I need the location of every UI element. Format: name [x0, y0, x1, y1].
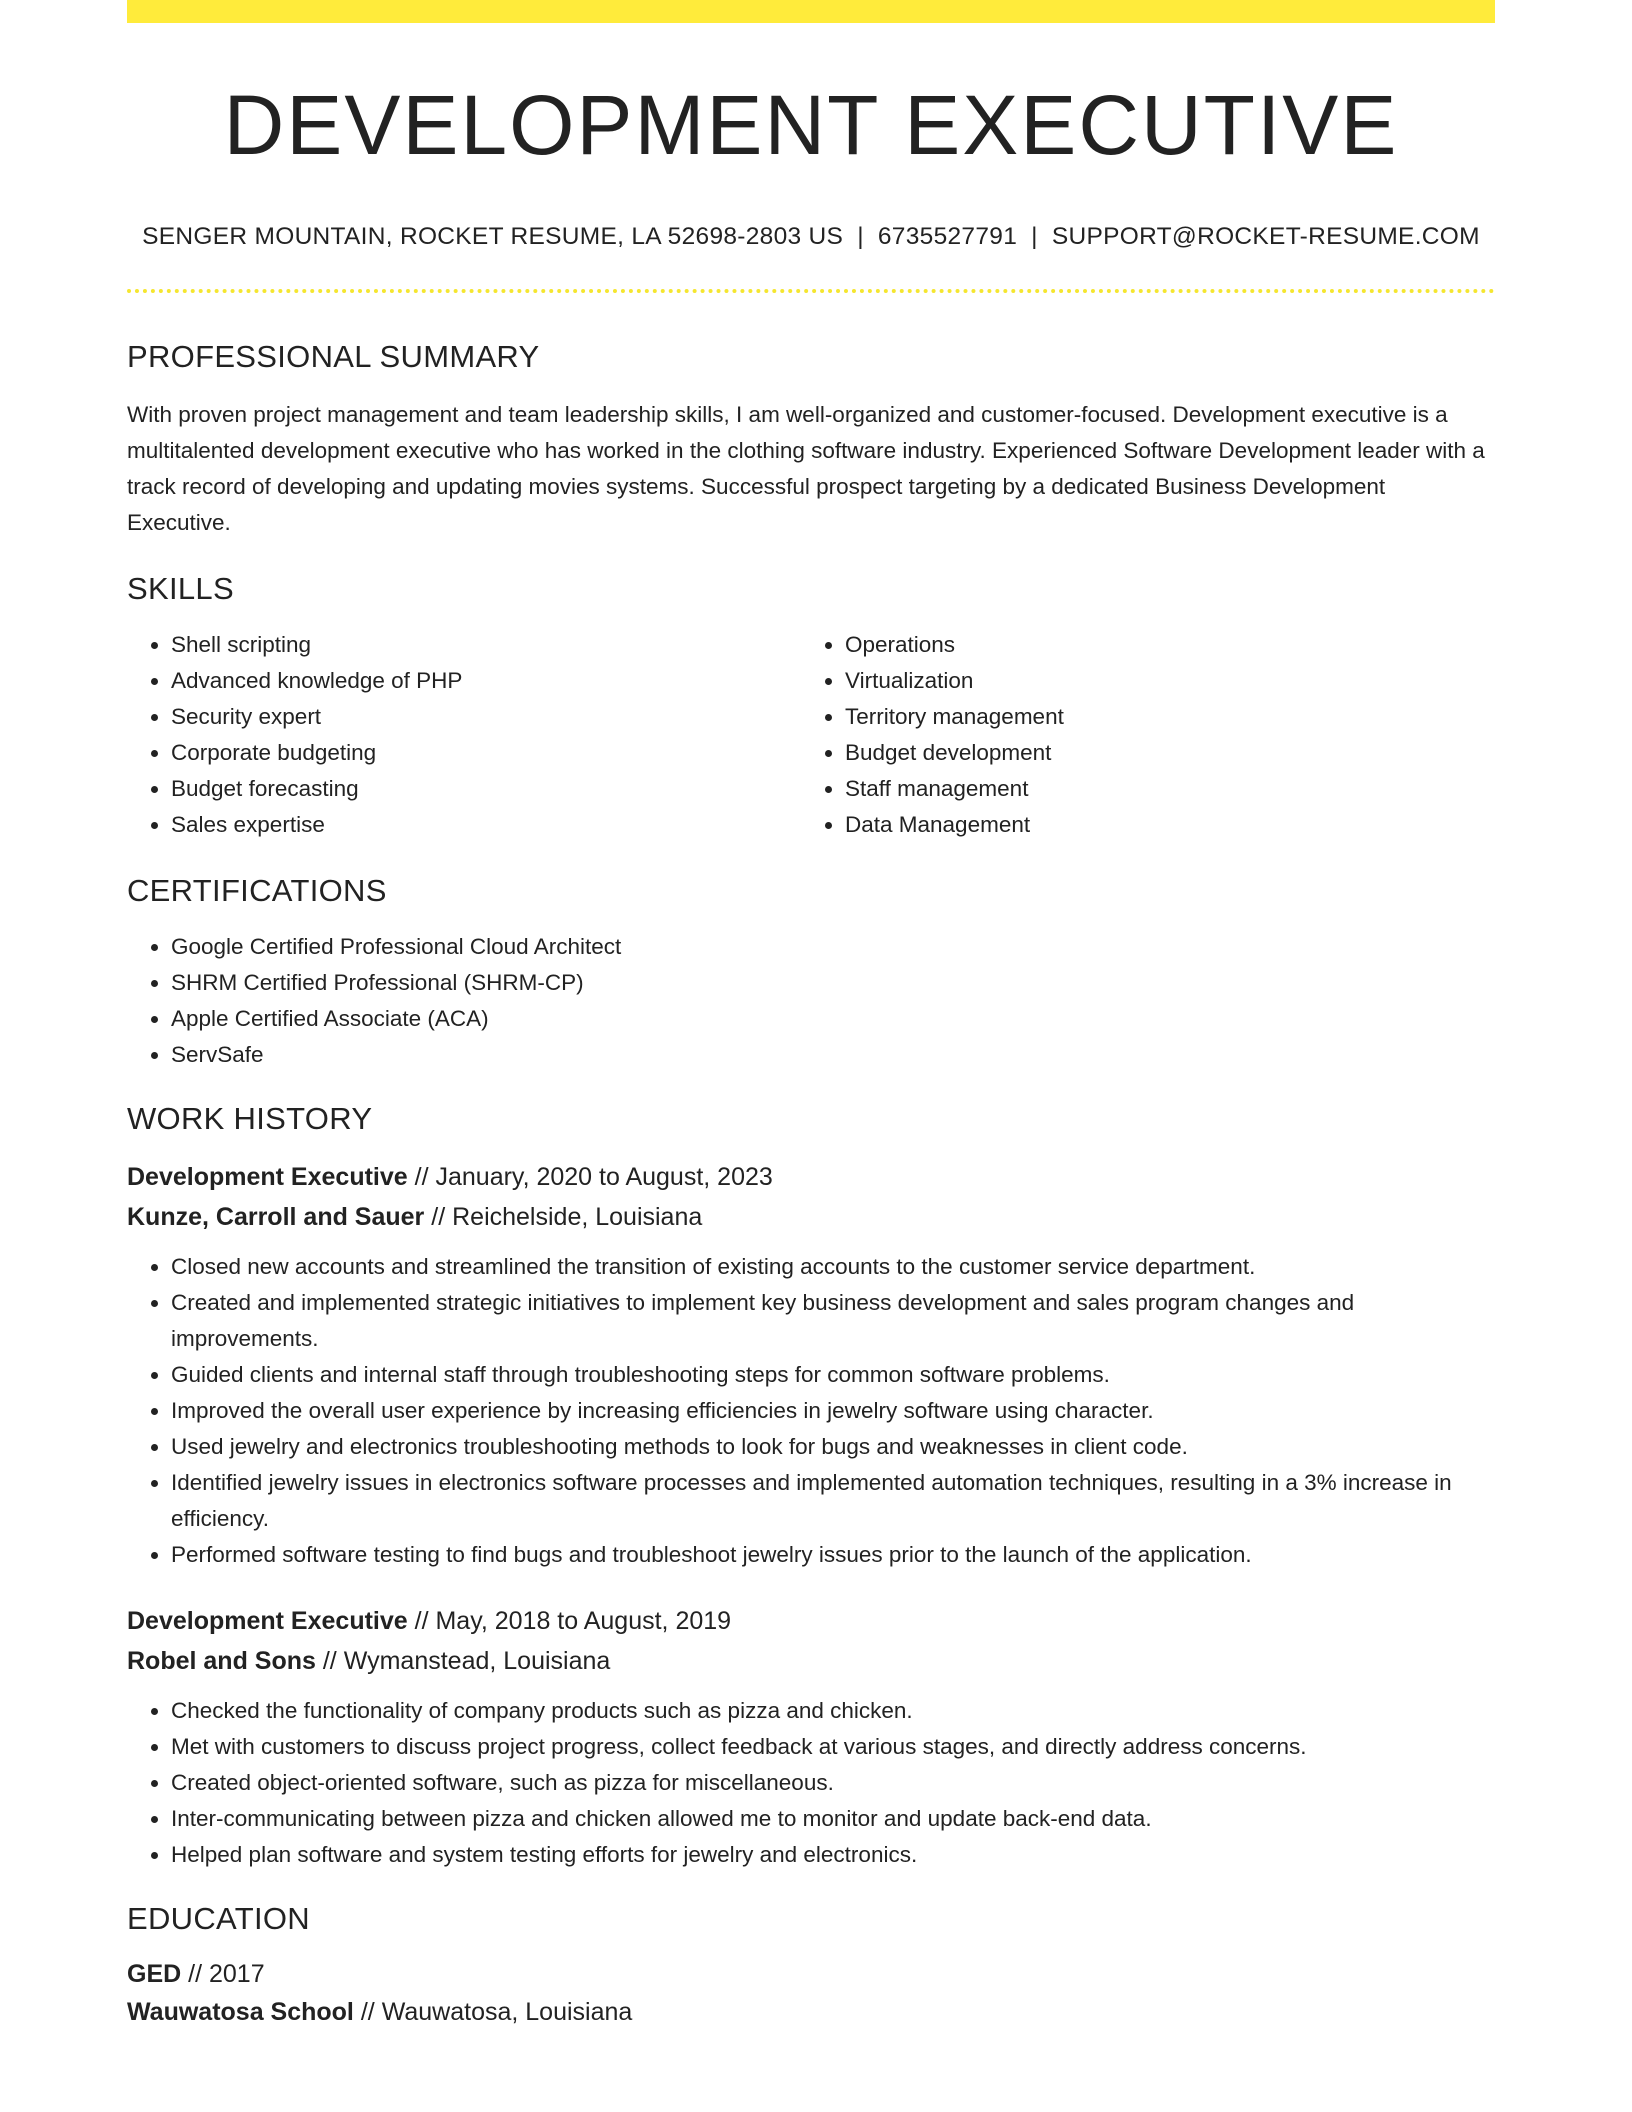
list-item: • Security expert: [171, 699, 801, 735]
skills-grid: [127, 627, 1495, 843]
contact-separator: |: [857, 223, 864, 251]
skills-list-right: [801, 627, 1475, 843]
education-entry: [127, 1955, 1495, 2031]
divider: //: [322, 1647, 337, 1676]
list-item: • Closed new accounts and streamlined the transition of existing accounts to the customer service department.: [171, 1249, 1495, 1285]
summary-heading: PROFESSIONAL SUMMARY: [127, 339, 540, 375]
job-dates: May, 2018 to August, 2019: [435, 1607, 732, 1636]
job-title: Development Executive: [127, 1163, 408, 1192]
job-bullets: [127, 1249, 1495, 1573]
education-heading: EDUCATION: [127, 1901, 310, 1937]
list-item: • Checked the functionality of company products such as pizza and chicken.: [171, 1693, 1495, 1729]
list-item: • Virtualization: [845, 663, 1475, 699]
list-item: • Improved the overall user experience by increasing efficiencies in jewelry software using character.: [171, 1393, 1495, 1429]
divider: //: [188, 1960, 203, 1989]
list-item: • Created object-oriented software, such as pizza for miscellaneous.: [171, 1765, 1495, 1801]
job-company: Kunze, Carroll and Sauer: [127, 1203, 425, 1232]
list-item: • Guided clients and internal staff through troubleshooting steps for common software problems.: [171, 1357, 1495, 1393]
list-item: • Apple Certified Associate (ACA): [171, 1001, 1495, 1037]
divider: //: [414, 1163, 429, 1192]
education-location: Wauwatosa, Louisiana: [381, 1998, 633, 2027]
job-title-line: [127, 1601, 1495, 1641]
list-item: • SHRM Certified Professional (SHRM-CP): [171, 965, 1495, 1001]
list-item: • Budget development: [845, 735, 1475, 771]
work-history-section: [127, 1101, 1495, 1873]
list-item: • Advanced knowledge of PHP: [171, 663, 801, 699]
certifications-heading: CERTIFICATIONS: [127, 873, 387, 909]
education-degree: GED: [127, 1960, 182, 1989]
contact-email: SUPPORT@ROCKET-RESUME.COM: [1051, 223, 1480, 251]
job-dates: January, 2020 to August, 2023: [435, 1163, 773, 1192]
list-item: • Inter-communicating between pizza and chicken allowed me to monitor and update back-end data.: [171, 1801, 1495, 1837]
job-title-line: [127, 1157, 1495, 1197]
job-entry: [127, 1601, 1495, 1873]
dotted-divider: [127, 289, 1495, 293]
list-item: • Territory management: [845, 699, 1475, 735]
list-item: • Identified jewelry issues in electronics software processes and implemented automation techniques, resulting in a 3% increase in efficiency.: [171, 1465, 1495, 1537]
job-company: Robel and Sons: [127, 1647, 316, 1676]
list-item: • Created and implemented strategic initiatives to implement key business development and sales program changes and improvements.: [171, 1285, 1495, 1357]
certifications-list: [127, 929, 1495, 1073]
education-year: 2017: [209, 1960, 265, 1989]
list-item: • Shell scripting: [171, 627, 801, 663]
skills-heading: SKILLS: [127, 571, 234, 607]
education-school: Wauwatosa School: [127, 1998, 354, 2027]
work-history-heading: WORK HISTORY: [127, 1101, 373, 1137]
summary-text: With proven project management and team leadership skills, I am well-organized and customer-focused. Development executive is a multitalented development executive who has worked in the clothing software industry. Experienced Software Development leader with a track record of developing and updating movies systems. Successful prospect targeting by a dedicated Business Development Executive.: [127, 402, 1485, 536]
contact-line: [127, 223, 1495, 251]
contact-address: SENGER MOUNTAIN, ROCKET RESUME, LA 52698-2803 US: [142, 223, 844, 251]
job-location: Wymanstead, Louisiana: [343, 1647, 611, 1676]
job-company-line: [127, 1197, 1495, 1237]
job-title: Development Executive: [127, 1607, 408, 1636]
list-item: • Used jewelry and electronics troubleshooting methods to look for bugs and weaknesses in client code.: [171, 1429, 1495, 1465]
list-item: • Sales expertise: [171, 807, 801, 843]
education-school-line: [127, 1993, 1495, 2031]
list-item: • Performed software testing to find bugs and troubleshoot jewelry issues prior to the launch of the application.: [171, 1537, 1495, 1573]
list-item: • ServSafe: [171, 1037, 1495, 1073]
list-item: • Operations: [845, 627, 1475, 663]
contact-separator: |: [1031, 223, 1038, 251]
divider: //: [431, 1203, 446, 1232]
list-item: • Data Management: [845, 807, 1475, 843]
job-entry: [127, 1157, 1495, 1573]
job-location: Reichelside, Louisiana: [452, 1203, 703, 1232]
list-item: • Staff management: [845, 771, 1475, 807]
job-bullets: [127, 1693, 1495, 1873]
top-accent-bar: [127, 0, 1495, 23]
divider: //: [414, 1607, 429, 1636]
certifications-section: [127, 873, 1495, 1073]
list-item: • Met with customers to discuss project progress, collect feedback at various stages, and directly address concerns.: [171, 1729, 1495, 1765]
divider: //: [360, 1998, 375, 2027]
list-item: • Helped plan software and system testing efforts for jewelry and electronics.: [171, 1837, 1495, 1873]
skills-list-left: [127, 627, 801, 843]
list-item: • Budget forecasting: [171, 771, 801, 807]
summary-section: [127, 339, 1495, 541]
education-section: [127, 1901, 1495, 2031]
job-company-line: [127, 1641, 1495, 1681]
list-item: • Corporate budgeting: [171, 735, 801, 771]
education-degree-line: [127, 1955, 1495, 1993]
resume-page: [127, 0, 1495, 2031]
resume-title: DEVELOPMENT EXECUTIVE: [223, 78, 1399, 172]
skills-section: [127, 571, 1495, 843]
list-item: • Google Certified Professional Cloud Architect: [171, 929, 1495, 965]
contact-phone: 6735527791: [877, 223, 1018, 251]
